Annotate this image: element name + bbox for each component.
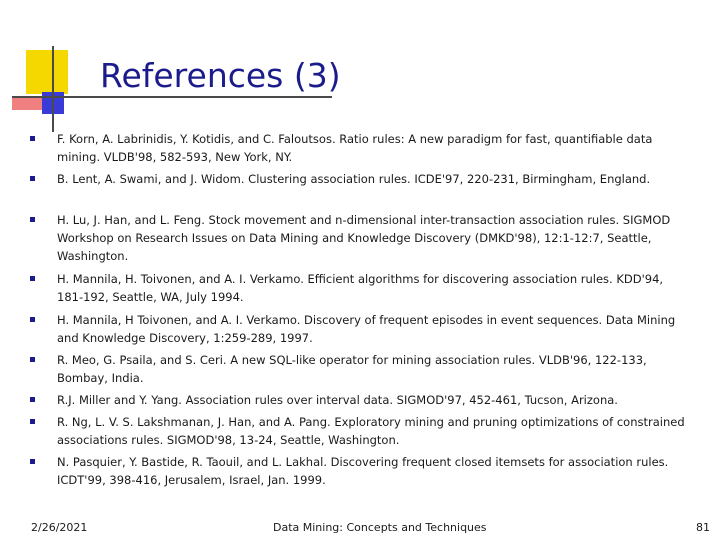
reference-item <box>57 391 687 409</box>
footer-page-number: 81 <box>696 521 710 534</box>
reference-item <box>57 170 687 188</box>
reference-text: H. Lu, J. Han, and L. Feng. Stock movement and n-dimensional inter-transaction association rules. SIGMOD Workshop on Research Issues on Data Mining and Knowledge Discovery (DMKD'98), 12:1-12:7, Seattle, Washington. <box>57 213 671 263</box>
reference-item <box>57 311 687 347</box>
square-bullet-icon <box>30 176 35 181</box>
reference-item <box>57 211 687 265</box>
reference-text: R.J. Miller and Y. Yang. Association rules over interval data. SIGMOD'97, 452-461, Tucson, Arizona. <box>57 393 618 407</box>
reference-item <box>57 351 687 387</box>
reference-text: F. Korn, A. Labrinidis, Y. Kotidis, and C. Faloutsos. Ratio rules: A new paradigm for fast, quantifiable data mining. VLDB'98, 582-593, New York, NY. <box>57 132 653 164</box>
footer-date: 2/26/2021 <box>31 521 88 534</box>
reference-item <box>57 130 687 166</box>
square-bullet-icon <box>30 419 35 424</box>
square-bullet-icon <box>30 217 35 222</box>
footer-course-title: Data Mining: Concepts and Techniques <box>273 521 487 534</box>
reference-item <box>57 270 687 306</box>
reference-text: N. Pasquier, Y. Bastide, R. Taouil, and L. Lakhal. Discovering frequent closed itemsets for association rules. ICDT'99, 398-416, Jerusalem, Israel, Jan. 1999. <box>57 455 669 487</box>
square-bullet-icon <box>30 136 35 141</box>
reference-item <box>57 413 687 449</box>
reference-text: R. Meo, G. Psaila, and S. Ceri. A new SQL-like operator for mining association rules. VLDB'96, 122-133, Bombay, India. <box>57 353 647 385</box>
square-bullet-icon <box>30 397 35 402</box>
reference-text: H. Mannila, H Toivonen, and A. I. Verkamo. Discovery of frequent episodes in event sequences. Data Mining and Knowledge Discovery, 1:259-289, 1997. <box>57 313 676 345</box>
reference-item <box>57 453 687 489</box>
reference-text: R. Ng, L. V. S. Lakshmanan, J. Han, and A. Pang. Exploratory mining and pruning optimizations of constrained associations rules. SIGMOD'98, 13-24, Seattle, Washington. <box>57 415 685 447</box>
square-bullet-icon <box>30 357 35 362</box>
slide-title: References (3) <box>100 56 341 95</box>
square-bullet-icon <box>30 459 35 464</box>
square-bullet-icon <box>30 317 35 322</box>
square-bullet-icon <box>30 276 35 281</box>
reference-text: H. Mannila, H. Toivonen, and A. I. Verkamo. Efficient algorithms for discovering association rules. KDD'94, 181-192, Seattle, WA, July 1994. <box>57 272 664 304</box>
reference-text: B. Lent, A. Swami, and J. Widom. Clustering association rules. ICDE'97, 220-231, Birmingham, England. <box>57 172 651 186</box>
